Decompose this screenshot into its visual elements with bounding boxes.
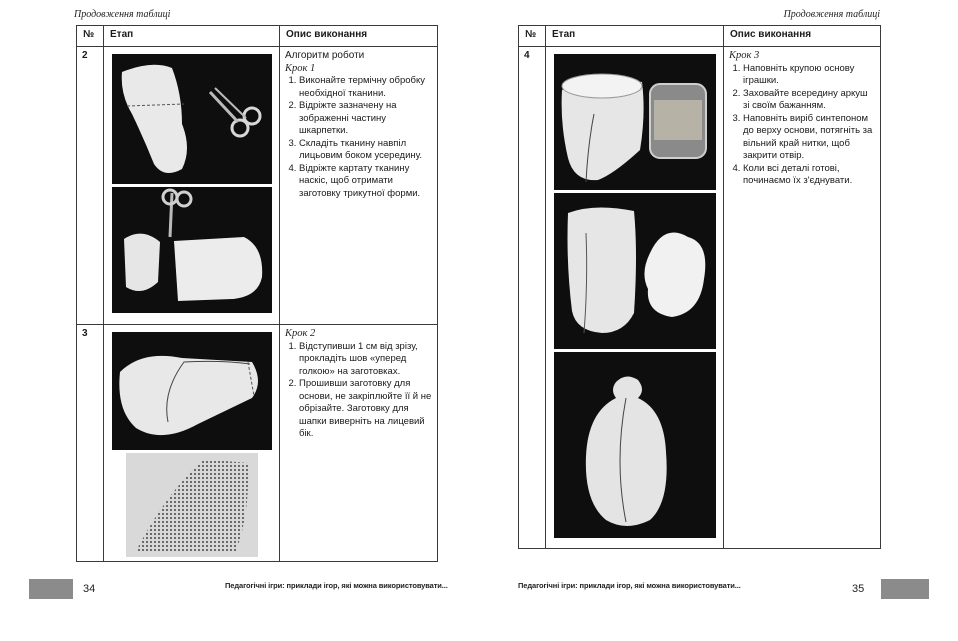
row-number: 4 <box>519 47 546 549</box>
photo-cut-sock <box>112 187 272 313</box>
header-description: Опис виконання <box>280 26 438 47</box>
stage-description <box>280 47 438 325</box>
stage-images <box>104 47 280 325</box>
list-item: 2. Відріжте зазначену на зображенні частину шкарпетки. <box>299 100 432 138</box>
table-row <box>77 325 438 562</box>
photo-closed-pouch <box>554 352 716 538</box>
continuation-label: Продовження таблиці <box>783 9 880 20</box>
right-page <box>479 0 958 641</box>
footer-bar <box>29 579 73 599</box>
header-stage: Етап <box>104 26 280 47</box>
page-number: 34 <box>83 583 96 595</box>
stages-table <box>518 25 881 549</box>
stage-images <box>546 47 724 549</box>
continuation-label: Продовження таблиці <box>74 9 171 20</box>
footer-bar <box>881 579 929 599</box>
list-item: 1. Відступивши 1 см від зрізу, прокладіть шов «уперед голкою» на заготовках. <box>299 341 432 379</box>
running-footer: Педагогічні ігри: приклади ігор, які можна використовувати... <box>518 581 741 590</box>
list-item: 3. Складіть тканину навпіл лицьовим боком усередину. <box>299 138 432 163</box>
table-header-row <box>519 26 881 47</box>
header-num: № <box>519 26 546 47</box>
stage-images <box>104 325 280 562</box>
row-number: 2 <box>77 47 104 325</box>
list-item: 2. Заховайте всередину аркуш зі своїм бажанням. <box>743 88 875 113</box>
photo-sewn-sock <box>112 332 272 450</box>
photo-sock-scissors <box>112 54 272 184</box>
steps-list <box>729 63 875 188</box>
list-item: 3. Наповніть виріб синтепоном до верху основи, потягніть за вільний край нитки, щоб закрити отвір. <box>743 113 875 163</box>
steps-list <box>285 341 432 441</box>
stages-table <box>76 25 438 562</box>
steps-list <box>285 75 432 200</box>
table-header-row <box>77 26 438 47</box>
table-row <box>77 47 438 325</box>
photo-filled-base-padding <box>554 193 716 349</box>
page-number: 35 <box>852 583 865 595</box>
algorithm-title: Алгоритм роботи <box>285 50 365 61</box>
stage-description <box>280 325 438 562</box>
step-title: Крок 1 <box>285 62 316 74</box>
list-item: 4. Коли всі деталі готові, починаємо їх з'єднувати. <box>743 163 875 188</box>
header-num: № <box>77 26 104 47</box>
header-stage: Етап <box>546 26 724 47</box>
header-description: Опис виконання <box>724 26 881 47</box>
stage-description <box>724 47 881 549</box>
photo-base-with-grain <box>554 54 716 190</box>
photo-checked-fabric <box>126 453 258 557</box>
list-item: 4. Відріжте картату тканину наскіс, щоб отримати заготовку трикутної форми. <box>299 163 432 201</box>
running-footer: Педагогічні ігри: приклади ігор, які можна використовувати... <box>225 581 448 590</box>
step-title: Крок 3 <box>729 50 760 61</box>
list-item: 1. Наповніть крупою основу іграшки. <box>743 63 875 88</box>
list-item: 1. Виконайте термічну обробку необхідної тканини. <box>299 75 432 100</box>
list-item: 2. Прошивши заготовку для основи, не закріплюйте її й не обрізайте. Заготовку для шапки виверніть на лицевий бік. <box>299 378 432 441</box>
row-number: 3 <box>77 325 104 562</box>
step-title: Крок 2 <box>285 328 316 339</box>
table-row <box>519 47 881 549</box>
